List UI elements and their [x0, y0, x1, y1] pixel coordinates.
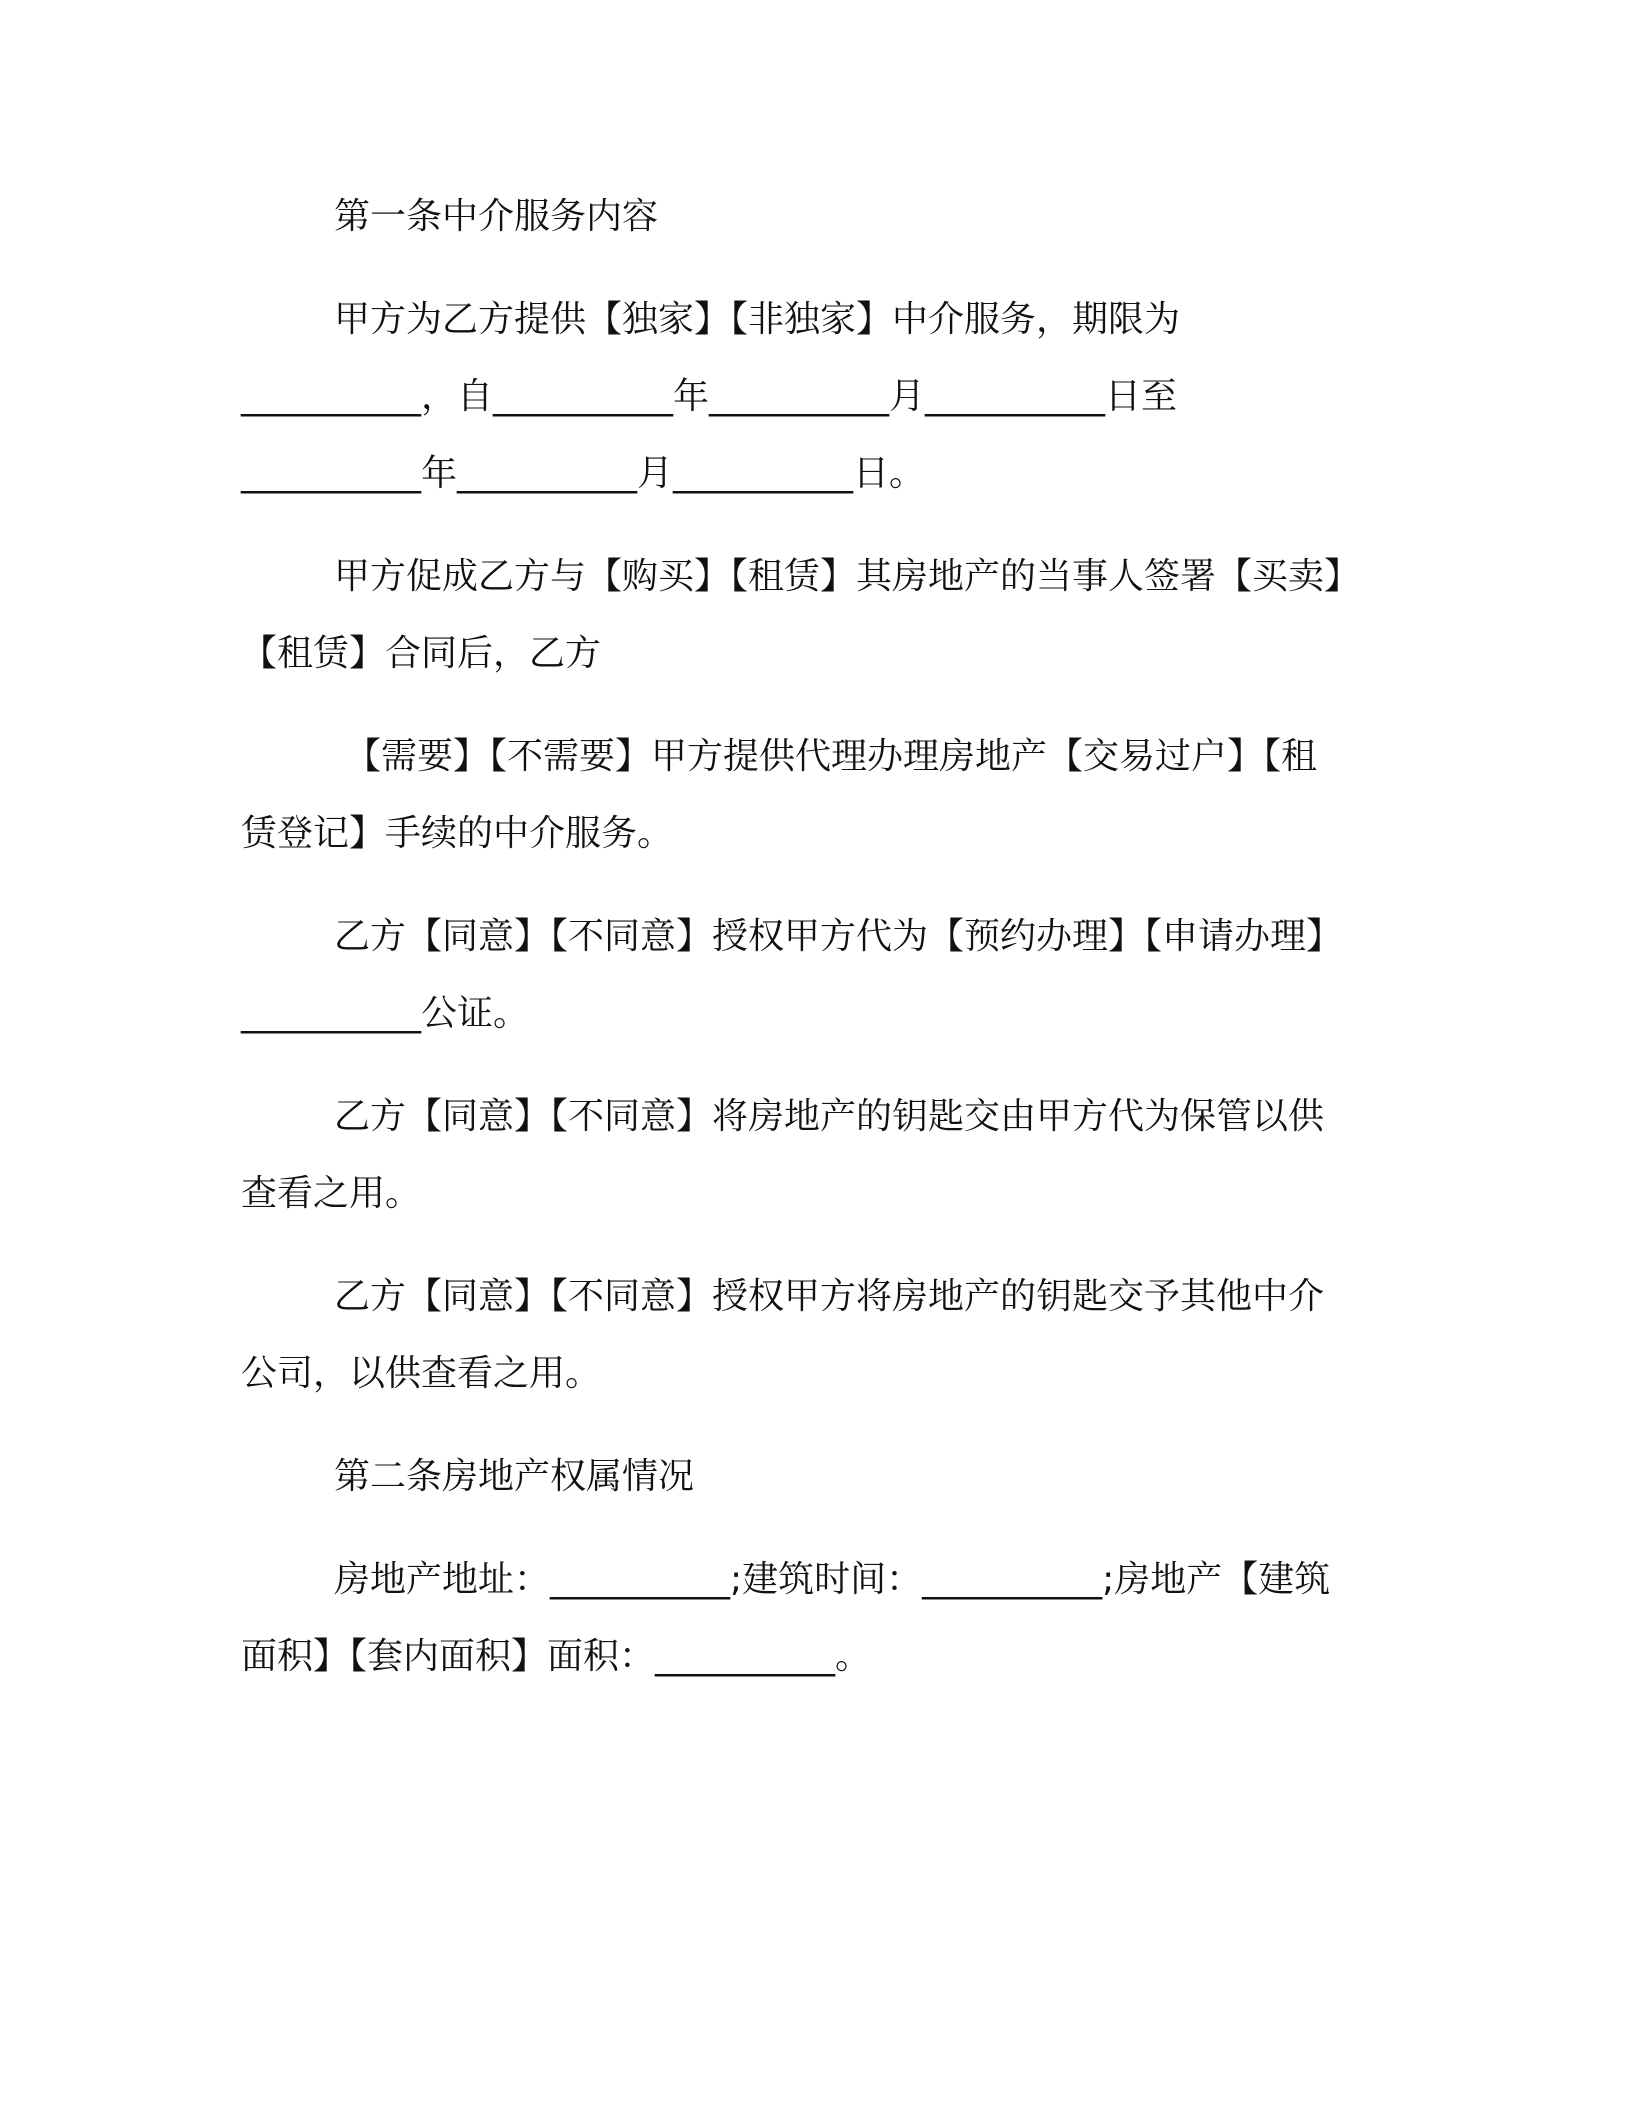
paragraph-line: 面积】【套内面积】面积：__________。: [241, 1636, 872, 1677]
paragraph-line: 乙方【同意】【不同意】授权甲方代为【预约办理】【申请办理】: [334, 916, 1343, 957]
paragraph-line: 甲方促成乙方与【购买】【租赁】其房地产的当事人签署【买卖】: [334, 556, 1361, 597]
paragraph-line: __________公证。: [241, 993, 530, 1034]
paragraph-line: 乙方【同意】【不同意】将房地产的钥匙交由甲方代为保管以供: [334, 1096, 1325, 1137]
paragraph-line: 【租赁】合同后，乙方: [241, 633, 602, 674]
paragraph-line: 乙方【同意】【不同意】授权甲方将房地产的钥匙交予其他中介: [334, 1276, 1325, 1317]
paragraph-line: __________年__________月__________日。: [241, 453, 925, 494]
paragraph-line: 甲方为乙方提供【独家】【非独家】中介服务，期限为: [334, 299, 1181, 340]
paragraph-line: 赁登记】手续的中介服务。: [241, 813, 674, 854]
paragraph-line: 房地产地址：__________;建筑时间：__________;房地产【建筑: [334, 1559, 1331, 1600]
section-heading-1: 第一条中介服务内容: [334, 196, 659, 237]
section-heading-2: 第二条房地产权属情况: [334, 1456, 695, 1497]
paragraph-line: 公司，以供查看之用。: [241, 1353, 602, 1394]
paragraph-line: 查看之用。: [241, 1173, 422, 1214]
paragraph-line: 【需要】【不需要】甲方提供代理办理房地产【交易过户】【租: [345, 736, 1318, 777]
paragraph-line: __________，自__________年__________月__________日至: [241, 376, 1177, 417]
